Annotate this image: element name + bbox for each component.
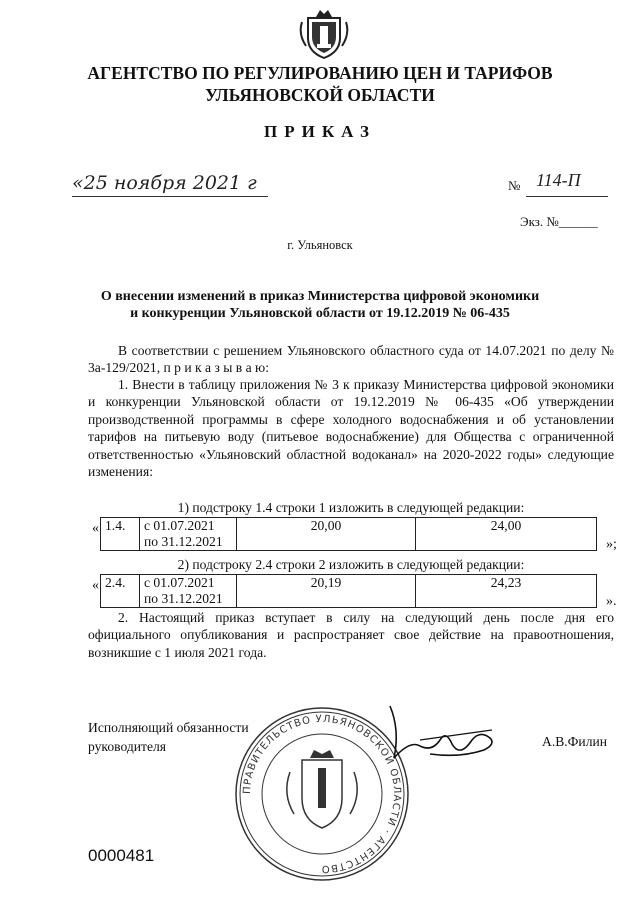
number-underline xyxy=(526,196,608,197)
period-cell xyxy=(140,518,237,551)
order-title-line-1: О внесении изменений в приказ Министерства цифровой экономики xyxy=(100,289,540,304)
date-underline xyxy=(72,196,268,197)
serial-number: 0000481 xyxy=(88,846,155,865)
coat-of-arms-emblem xyxy=(298,4,350,60)
tariff-value-2: 24,00 xyxy=(416,518,597,551)
amendment-table-1 xyxy=(100,517,597,551)
agency-name xyxy=(0,62,640,106)
order-number-handwritten: 114-П xyxy=(536,170,581,190)
paragraph-item-2: 2. Настоящий приказ вступает в силу на следующий день после дня его официального опубликования и распространяет свое действие на правоотношения, возникшие с 1 июля 2021 года. xyxy=(88,610,614,660)
signatory-name: А.В.Филин xyxy=(542,734,608,749)
order-title xyxy=(80,288,560,322)
city: г. Ульяновск xyxy=(287,238,353,252)
paragraph-item-1: 1. Внести в таблицу приложения № 3 к приказу Министерства цифровой экономики и конкуренции Ульяновской области от 19.12.2019 № 06-435 «Об утверждении производственной программы в сфере холодного водоснабжения и об установлении тарифов на питьевую воду (питьевое водоснабжение) для Общества с ограниченной ответственностью «Ульяновский областной водоканал» на 2020-2022 годы» следующие изменения: xyxy=(88,377,614,480)
table-row xyxy=(101,575,597,608)
tariff-value-1: 20,00 xyxy=(237,518,416,551)
number-label: № xyxy=(508,178,521,193)
tariff-value-1: 20,19 xyxy=(237,575,416,608)
row-number: 2.4. xyxy=(101,575,140,608)
subitem-1: 1) подстроку 1.4 строки 1 изложить в следующей редакции: xyxy=(177,500,525,515)
signatory-position-line-2: руководителя xyxy=(88,739,167,754)
period-to: по 31.12.2021 xyxy=(144,591,223,606)
period-from: с 01.07.2021 xyxy=(144,518,215,533)
signatory-position-line-1: Исполняющий обязанности xyxy=(88,720,249,735)
order-title-line-2: и конкуренции Ульяновской области от 19.12.2019 № 06-435 xyxy=(130,306,510,321)
copy-number: Экз. №______ xyxy=(520,214,598,229)
agency-line-1: АГЕНТСТВО ПО РЕГУЛИРОВАНИЮ ЦЕН И ТАРИФОВ xyxy=(87,63,553,83)
order-date-handwritten: «25 ноября 2021 г xyxy=(72,172,257,194)
document-type: ПРИКАЗ xyxy=(264,122,376,141)
open-quote: « xyxy=(92,521,99,536)
row-number: 1.4. xyxy=(101,518,140,551)
period-from: с 01.07.2021 xyxy=(144,575,215,590)
period-cell xyxy=(140,575,237,608)
tariff-value-2: 24,23 xyxy=(416,575,597,608)
subitem-2: 2) подстроку 2.4 строки 2 изложить в следующей редакции: xyxy=(177,557,525,572)
open-quote: « xyxy=(92,578,99,593)
agency-line-2: УЛЬЯНОВСКОЙ ОБЛАСТИ xyxy=(205,85,435,105)
handwritten-signature xyxy=(380,700,500,770)
table-row xyxy=(101,518,597,551)
svg-text:ПРАВИТЕЛЬСТВО УЛЬЯНОВСКОЙ ОБЛА: ПРАВИТЕЛЬСТВО УЛЬЯНОВСКОЙ ОБЛАСТИ · АГЕНТСТВО xyxy=(241,713,403,875)
close-quote: ». xyxy=(606,594,617,609)
paragraph-basis: В соответствии с решением Ульяновского областного суда от 14.07.2021 по делу № 3а-129/2021, п р и к а з ы в а ю: xyxy=(88,343,614,376)
signatory-position xyxy=(88,718,249,756)
close-quote: »; xyxy=(606,537,617,552)
period-to: по 31.12.2021 xyxy=(144,534,223,549)
amendment-table-2 xyxy=(100,574,597,608)
